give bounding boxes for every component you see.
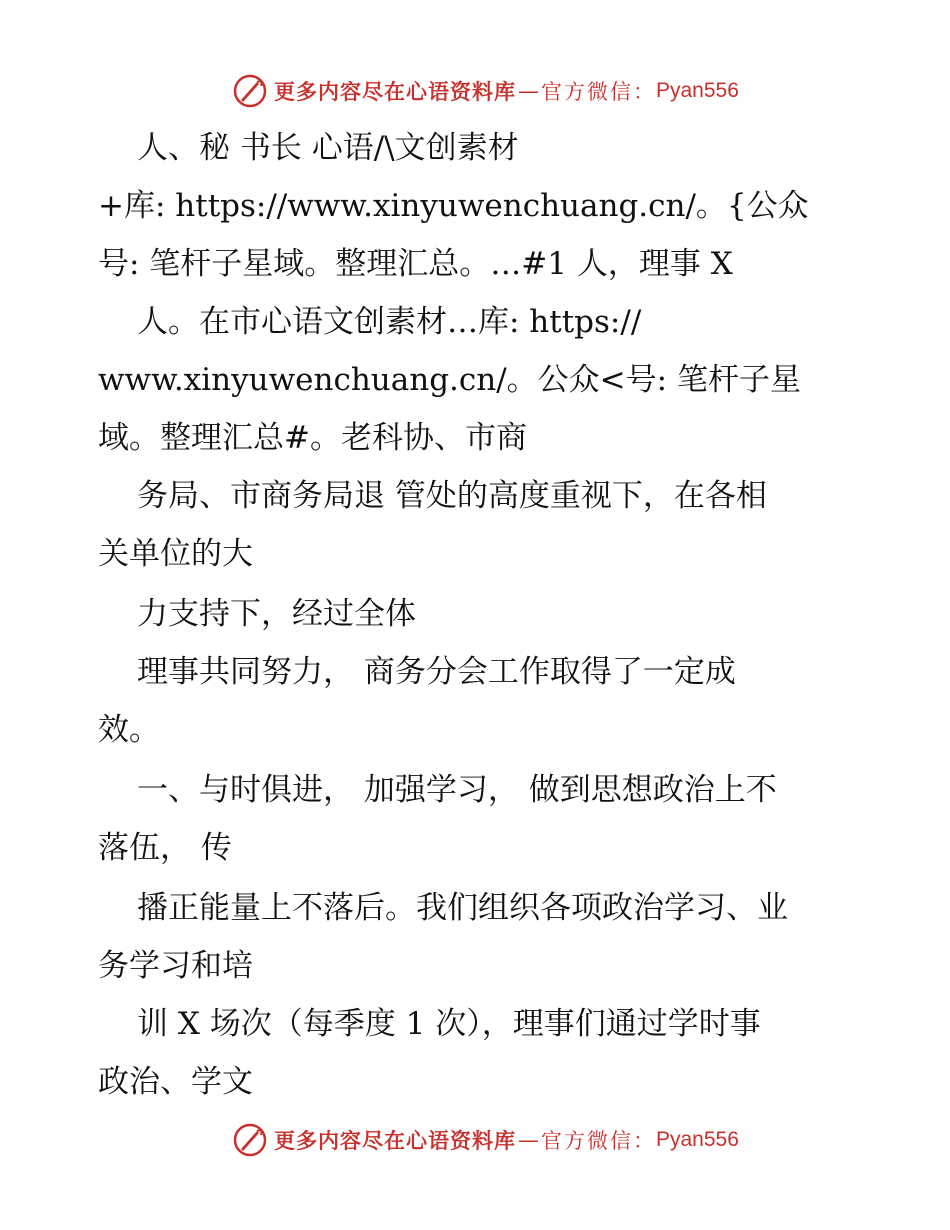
text-line: +库: https://www.xinyuwenchuang.cn/。{公众 [98, 188, 809, 224]
quill-logo-icon [232, 1122, 268, 1158]
wechat-label: 官方微信： [541, 80, 656, 104]
text-line: 政治、学文 [98, 1064, 253, 1100]
brand-text: 更多内容尽在心语资料库 [274, 80, 516, 104]
wechat-id: Pyan556 [656, 79, 739, 102]
text-line: 务局、市商务局退 管处的高度重视下，在各相 [137, 478, 767, 514]
header-banner [232, 71, 739, 111]
text-line: 播正能量上不落后。我们组织各项政治学习、业 [137, 890, 788, 926]
separator: — [518, 79, 539, 103]
text-line: 一、与时俱进， 加强学习， 做到思想政治上不 [137, 772, 777, 808]
footer-banner [232, 1120, 739, 1160]
text-line: 理事共同努力， 商务分会工作取得了一定成 [137, 654, 736, 690]
separator: — [518, 1128, 539, 1152]
text-line: 落伍， 传 [98, 830, 232, 866]
text-line: 域。整理汇总#。老科协、市商 [98, 420, 527, 456]
quill-logo-icon [232, 73, 268, 109]
text-line: 关单位的大 [98, 536, 253, 572]
text-line: 人。在市心语文创素材…库: https:// [137, 304, 642, 340]
text-line: 效。 [98, 712, 160, 748]
wechat-id: Pyan556 [656, 1128, 739, 1151]
text-line: 务学习和培 [98, 948, 253, 984]
text-line: 力支持下，经过全体 [137, 596, 416, 632]
brand-text: 更多内容尽在心语资料库 [274, 1129, 516, 1153]
text-line: 号: 笔杆子星域。整理汇总。…#1 人，理事 X [98, 246, 733, 282]
text-line: www.xinyuwenchuang.cn/。公众<号: 笔杆子星 [98, 362, 801, 398]
text-line: 训 X 场次（每季度 1 次），理事们通过学时事 [137, 1006, 761, 1042]
wechat-label: 官方微信： [541, 1129, 656, 1153]
text-line: 人、秘 书长 心语/\文创素材 [137, 130, 519, 166]
